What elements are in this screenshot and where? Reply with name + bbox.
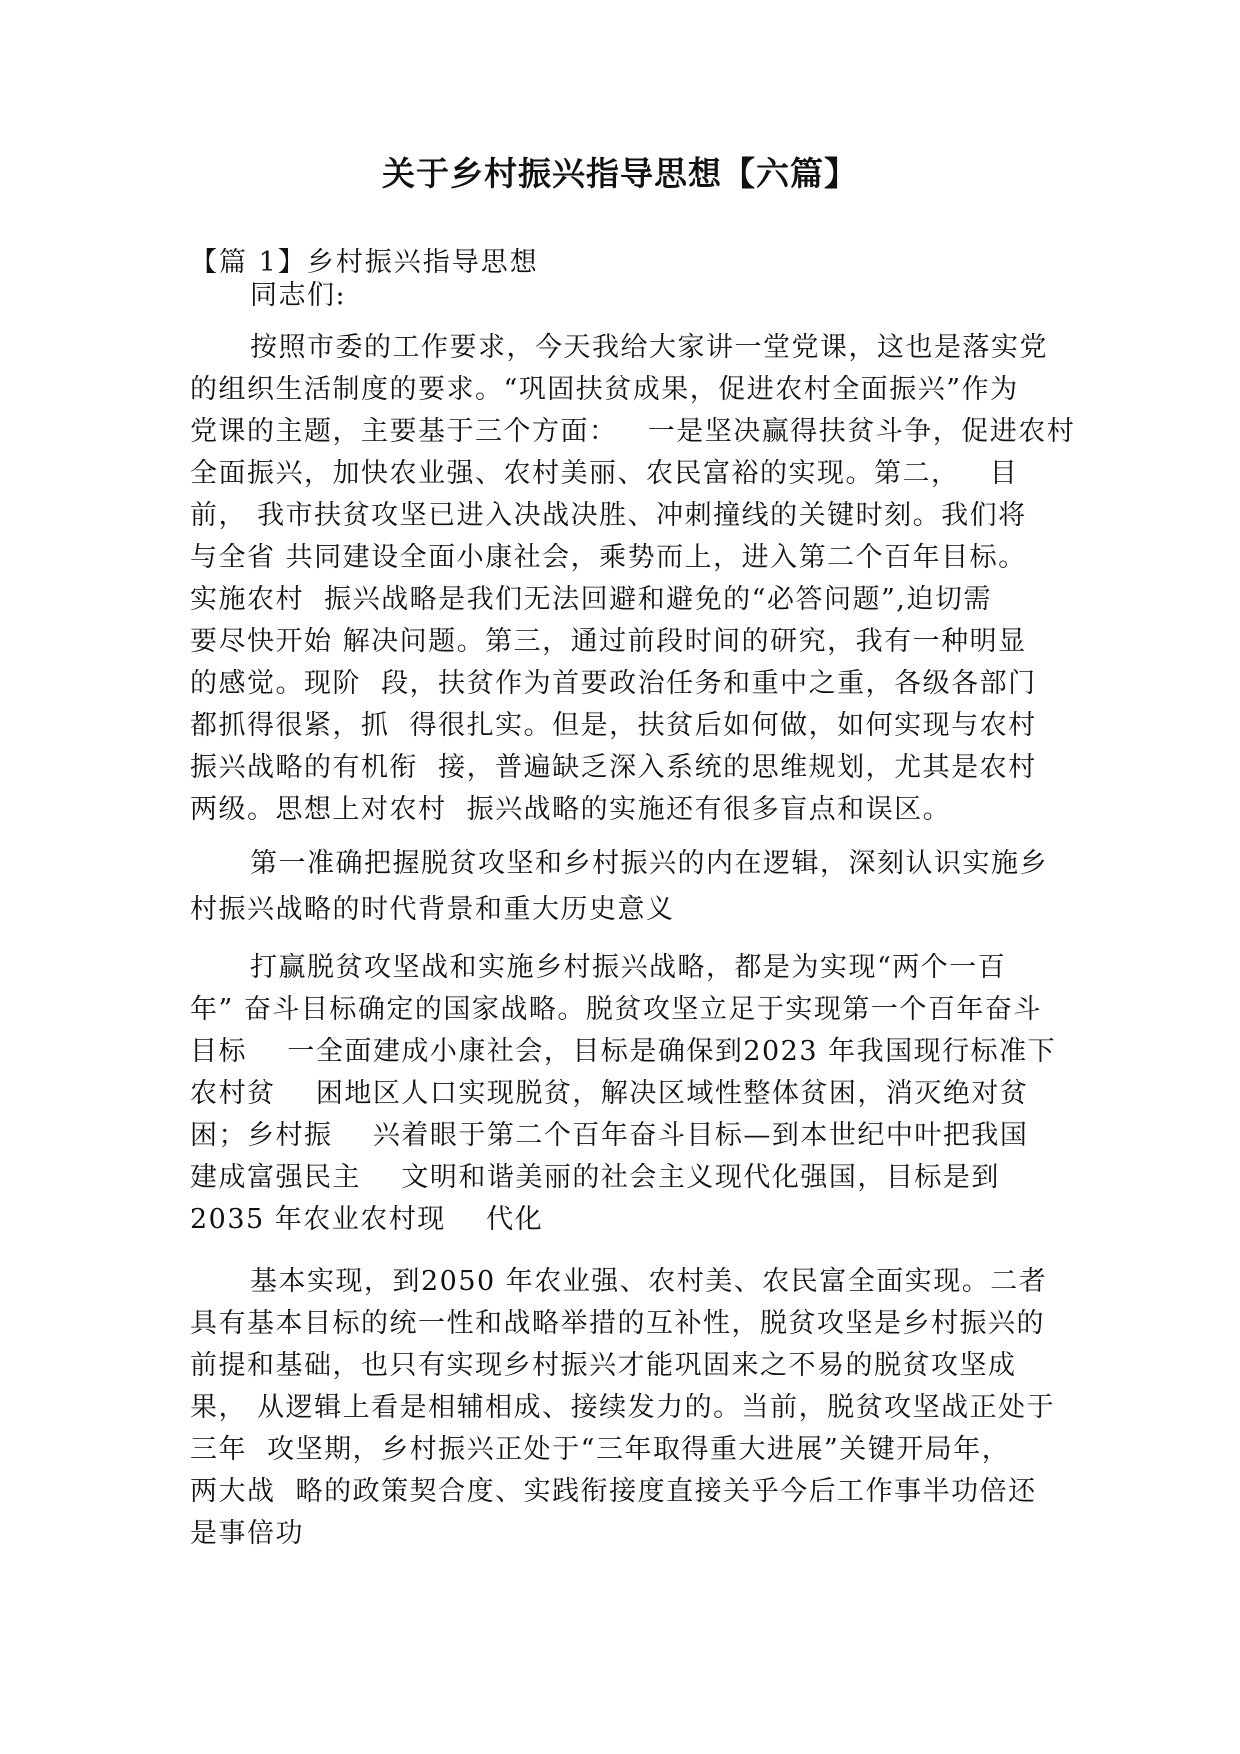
paragraph-line: 2035 年农业农村现 代化 — [190, 1204, 544, 1235]
paragraph-line: 具有基本目标的统一性和战略举措的互补性，脱贫攻坚是乡村振兴的 — [190, 1308, 1045, 1339]
paragraph-line: 是事倍功 — [190, 1518, 304, 1549]
paragraph-line: 两级。思想上对农村 振兴战略的实施还有很多盲点和误区。 — [190, 794, 952, 825]
paragraph-line: 果， 从逻辑上看是相辅相成、接续发力的。当前，脱贫攻坚战正处于 — [190, 1392, 1056, 1423]
paragraph-line: 建成富强民主 文明和谐美丽的社会主义现代化强国，目标是到 — [190, 1162, 1000, 1193]
paragraph-line: 前提和基础，也只有实现乡村振兴才能巩固来之不易的脱贫攻坚成 — [190, 1350, 1017, 1381]
paragraph-line: 要尽快开始 解决问题。第三，通过前段时间的研究，我有一种明显 — [190, 626, 1027, 657]
paragraph-line: 的感觉。现阶 段，扶贫作为首要政治任务和重中之重，各级各部门 — [190, 668, 1037, 699]
paragraph-line: 困；乡村振 兴着眼于第二个百年奋斗目标—到本世纪中叶把我国 — [190, 1120, 1029, 1151]
paragraph-line: 实施农村 振兴战略是我们无法回避和避免的“必答问题”,迫切需 — [190, 584, 992, 615]
paragraph-line: 按照市委的工作要求，今天我给大家讲一堂党课，这也是落实党 — [250, 332, 1048, 363]
salutation: 同志们: — [250, 280, 347, 311]
paragraph-line: 与全省 共同建设全面小康社会，乘势而上，进入第二个百年目标。 — [190, 542, 1027, 573]
paragraph-line: 都抓得很紧，抓 得很扎实。但是，扶贫后如何做，如何实现与农村 — [190, 710, 1037, 741]
subsection-heading-line: 第一准确把握脱贫攻坚和乡村振兴的内在逻辑，深刻认识实施乡 — [250, 848, 1048, 879]
paragraph-line: 三年 攻坚期，乡村振兴正处于“三年取得重大进展”关键开局年， — [190, 1434, 1011, 1465]
paragraph-line: 基本实现，到2050 年农业强、农村美、农民富全面实现。二者 — [250, 1266, 1048, 1297]
paragraph-line: 年” 奋斗目标确定的国家战略。脱贫攻坚立足于实现第一个百年奋斗 — [190, 994, 1042, 1025]
paragraph-line: 目标 一全面建成小康社会，目标是确保到2023 年我国现行标准下 — [190, 1036, 1057, 1067]
document-title: 关于乡村振兴指导思想【六篇】 — [382, 154, 858, 193]
paragraph-line: 打赢脱贫攻坚战和实施乡村振兴战略，都是为实现“两个一百 — [250, 952, 1007, 983]
paragraph-line: 两大战 略的政策契合度、实践衔接度直接关乎今后工作事半功倍还 — [190, 1476, 1037, 1507]
paragraph-line: 全面振兴，加快农业强、农村美丽、农民富裕的实现。第二， 目 — [190, 458, 1019, 489]
paragraph-line: 振兴战略的有机衔 接，普遍缺乏深入系统的思维规划，尤其是农村 — [190, 752, 1037, 783]
paragraph-line: 前， 我市扶贫攻坚已进入决战决胜、冲刺撞线的关键时刻。我们将 — [190, 500, 1027, 531]
section-heading: 【篇 1】乡村振兴指导思想 — [190, 247, 539, 278]
paragraph-line: 的组织生活制度的要求。“巩固扶贫成果，促进农村全面振兴”作为 — [190, 374, 1019, 405]
paragraph-line: 农村贫 困地区人口实现脱贫，解决区域性整体贫困，消灭绝对贫 — [190, 1078, 1029, 1109]
paragraph-line: 党课的主题，主要基于三个方面： 一是坚决赢得扶贫斗争，促进农村 — [190, 416, 1076, 447]
subsection-heading-line: 村振兴战略的时代背景和重大历史意义 — [190, 894, 675, 925]
